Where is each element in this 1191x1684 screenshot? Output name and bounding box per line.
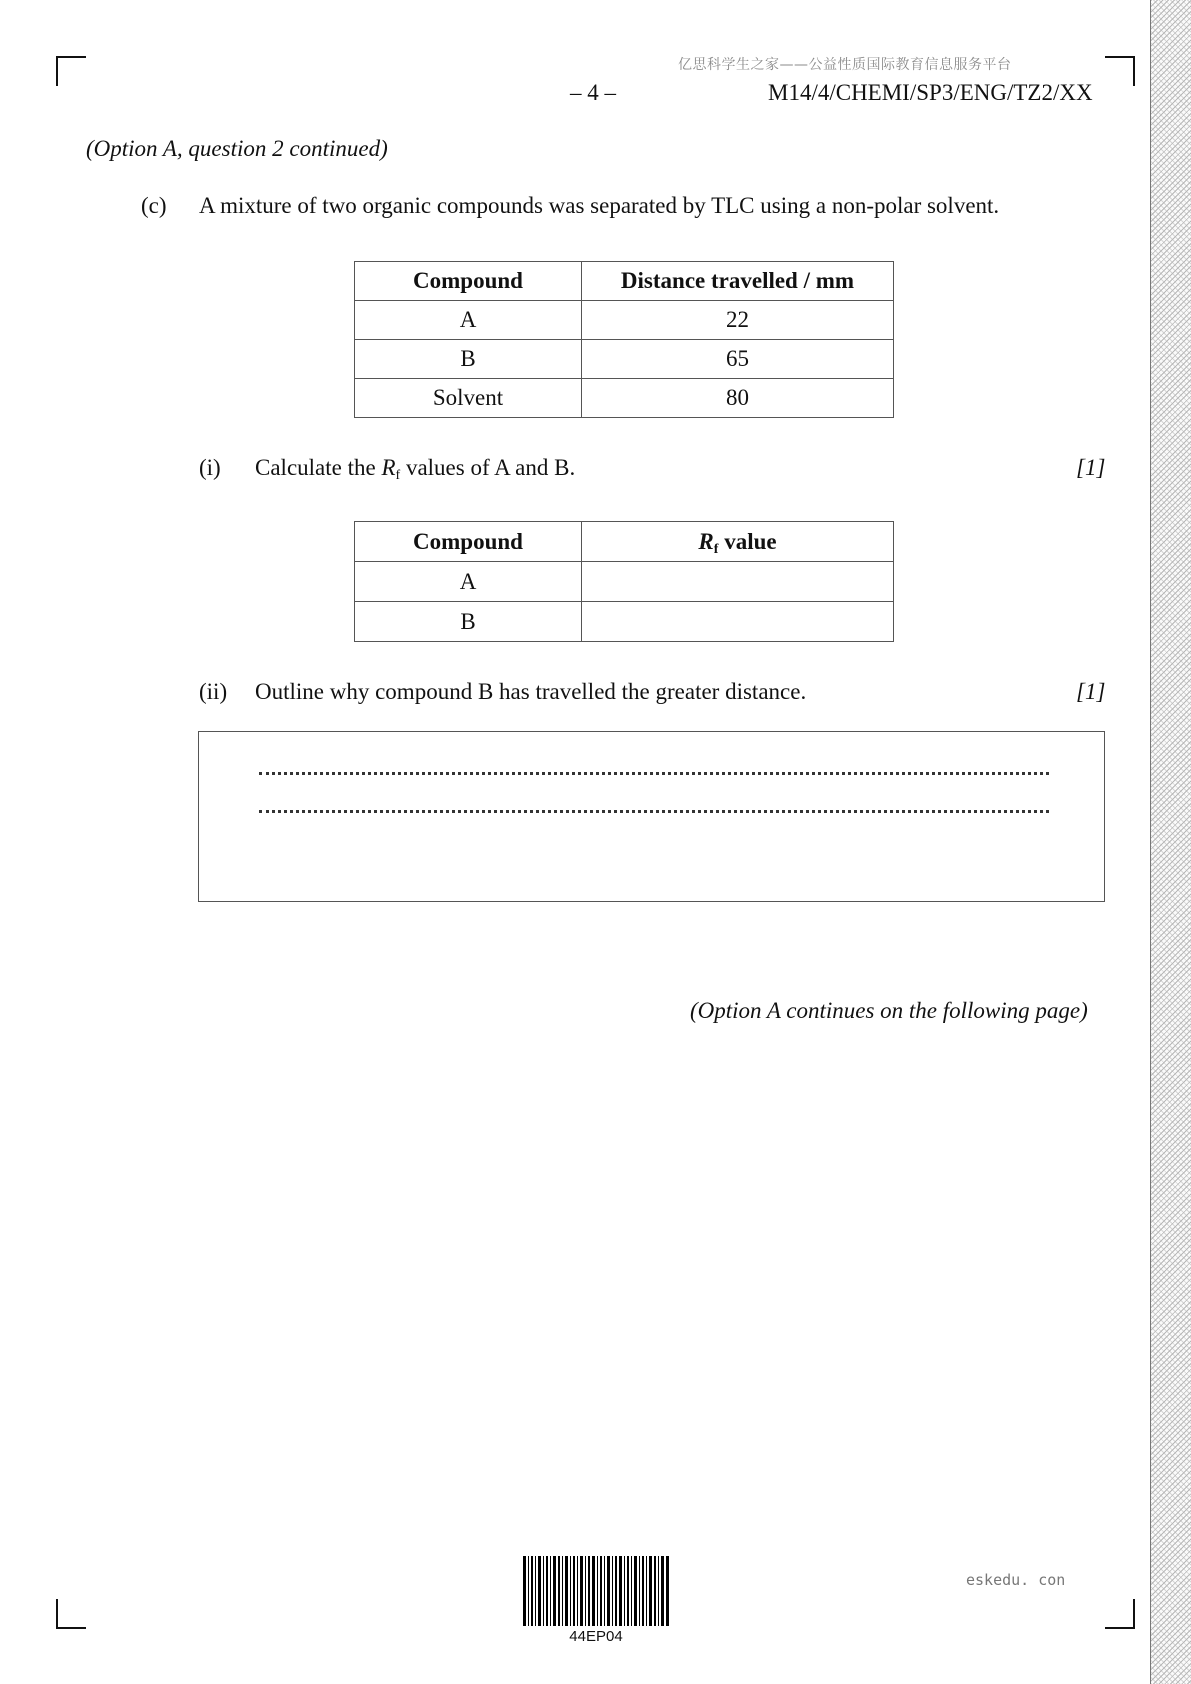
answer-line[interactable]	[259, 772, 1049, 775]
barcode-text: 44EP04	[569, 1628, 623, 1645]
table-row	[355, 379, 894, 418]
cell-distance: 80	[582, 379, 894, 418]
crop-mark-bottom-right	[1105, 1599, 1135, 1629]
watermark-text: 亿思科学生之家——公益性质国际教育信息服务平台	[678, 57, 1012, 73]
answer-line[interactable]	[259, 810, 1049, 813]
cell-compound: A	[355, 301, 582, 340]
cell-compound: Solvent	[355, 379, 582, 418]
rf-answer-cell[interactable]	[582, 562, 894, 602]
continues-note: (Option A continues on the following page)	[690, 998, 1088, 1023]
cell-compound: B	[355, 602, 582, 642]
header-compound: Compound	[355, 262, 582, 301]
table-header-row	[355, 262, 894, 301]
sub-i-marks: [1]	[1076, 455, 1106, 480]
rf-subscript: f	[713, 541, 719, 557]
header-compound: Compound	[355, 522, 582, 562]
margin-hatch-strip	[1150, 0, 1191, 1684]
rf-symbol: R	[381, 455, 396, 480]
crop-mark-top-right	[1105, 56, 1135, 86]
sub-i-label: (i)	[199, 455, 221, 480]
table-row	[355, 562, 894, 602]
part-c-label: (c)	[141, 193, 167, 218]
sub-ii-marks: [1]	[1076, 679, 1106, 704]
rf-answer-cell[interactable]	[582, 602, 894, 642]
table-row	[355, 602, 894, 642]
header-rf-rest: value	[718, 528, 777, 554]
rf-answer-table	[354, 521, 894, 642]
part-c-text: A mixture of two organic compounds was separated by TLC using a non-polar solvent.	[199, 193, 1000, 218]
cell-distance: 22	[582, 301, 894, 340]
continued-note: (Option A, question 2 continued)	[86, 136, 388, 161]
crop-mark-bottom-left	[56, 1599, 86, 1629]
rf-symbol: R	[698, 528, 714, 554]
table-row	[355, 340, 894, 379]
sub-ii-label: (ii)	[199, 679, 228, 704]
header-rf-value	[582, 522, 894, 562]
sub-ii-text: Outline why compound B has travelled the greater distance.	[255, 679, 807, 704]
header-distance: Distance travelled / mm	[582, 262, 894, 301]
cell-distance: 65	[582, 340, 894, 379]
answer-box[interactable]	[198, 731, 1105, 902]
sub-i-text	[255, 455, 575, 481]
sub-i-text-before: Calculate the	[255, 455, 382, 480]
table-header-row	[355, 522, 894, 562]
crop-mark-top-left	[56, 56, 86, 86]
cell-compound: A	[355, 562, 582, 602]
rf-subscript: f	[395, 468, 401, 483]
barcode-icon	[523, 1556, 669, 1626]
cell-compound: B	[355, 340, 582, 379]
distance-table	[354, 261, 894, 418]
footer-site: eskedu. con	[966, 1571, 1066, 1589]
sub-i-text-after: values of A and B.	[400, 455, 576, 480]
page-number: – 4 –	[570, 80, 616, 105]
paper-code: M14/4/CHEMI/SP3/ENG/TZ2/XX	[768, 80, 1093, 105]
table-row	[355, 301, 894, 340]
